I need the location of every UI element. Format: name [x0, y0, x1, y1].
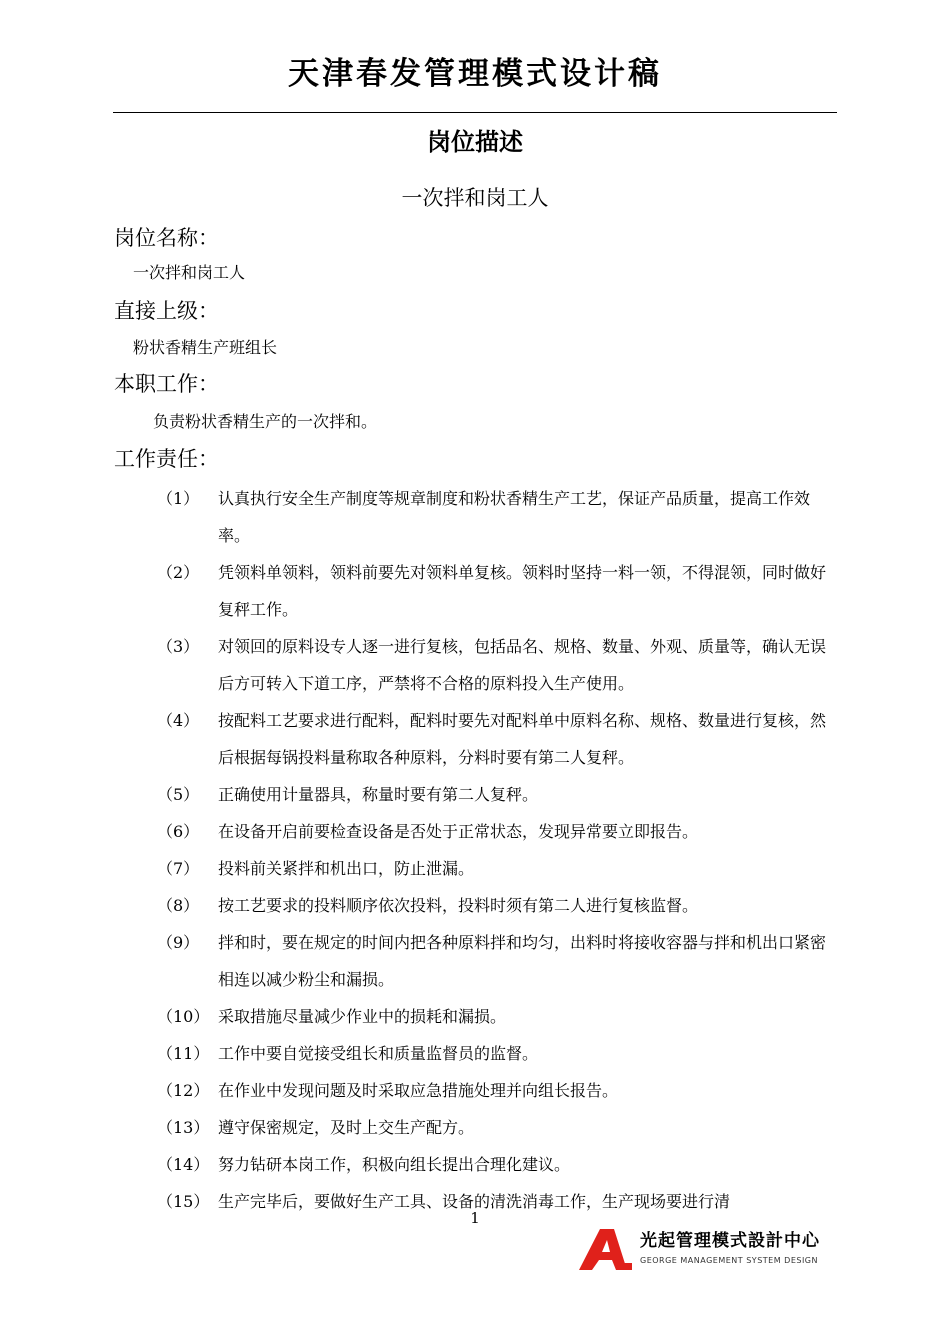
responsibility-item [157, 1035, 847, 1072]
responsibility-text: 对领回的原料设专人逐一进行复核，包括品名、规格、数量、外观、质量等，确认无误后方可转入下道工序，严禁将不合格的原料投入生产使用。 [218, 637, 827, 693]
header-divider [113, 112, 837, 113]
responsibility-text: 工作中要自觉接受组长和质量监督员的监督。 [218, 1044, 539, 1063]
responsibility-number: （11） [157, 1044, 210, 1063]
responsibility-text: 按工艺要求的投料顺序依次投料，投料时须有第二人进行复核监督。 [218, 896, 699, 915]
responsibility-item [157, 924, 847, 998]
responsibility-number: （6） [157, 822, 200, 841]
position-name-value: 一次拌和岗工人 [133, 263, 246, 282]
responsibility-number: （13） [157, 1118, 210, 1137]
responsibility-number: （9） [157, 933, 200, 952]
responsibility-number: （3） [157, 637, 200, 656]
responsibilities-heading: 工作责任： [114, 447, 219, 471]
position-name-heading: 岗位名称： [114, 226, 219, 250]
responsibility-item [157, 998, 847, 1035]
page-header-title: 天津春发管理模式设计稿 [288, 56, 662, 92]
brand-name: 光起管理模式設計中心 [640, 1231, 820, 1251]
responsibility-item [157, 480, 847, 554]
supervisor-heading: 直接上级： [114, 299, 219, 323]
responsibility-number: （2） [157, 563, 200, 582]
responsibility-number: （1） [157, 489, 200, 508]
document-subtitle: 一次拌和岗工人 [401, 186, 549, 210]
responsibility-number: （4） [157, 711, 200, 730]
responsibility-text: 采取措施尽量减少作业中的损耗和漏损。 [218, 1007, 507, 1026]
responsibility-text: 投料前关紧拌和机出口，防止泄漏。 [218, 859, 475, 878]
responsibility-text: 拌和时，要在规定的时间内把各种原料拌和均匀，出料时将接收容器与拌和机出口紧密相连以减少粉尘和漏损。 [218, 933, 827, 989]
responsibility-number: （8） [157, 896, 200, 915]
brand-logo-icon [578, 1227, 634, 1271]
responsibilities-list [157, 480, 847, 1220]
responsibility-item [157, 776, 847, 813]
responsibility-text: 努力钻研本岗工作，积极向组长提出合理化建议。 [218, 1155, 571, 1174]
responsibility-item [157, 702, 847, 776]
responsibility-text: 认真执行安全生产制度等规章制度和粉状香精生产工艺，保证产品质量，提高工作效率。 [218, 489, 811, 545]
responsibility-item [157, 887, 847, 924]
responsibility-text: 在作业中发现问题及时采取应急措施处理并向组长报告。 [218, 1081, 619, 1100]
responsibility-item [157, 1109, 847, 1146]
responsibility-item [157, 850, 847, 887]
responsibility-text: 遵守保密规定，及时上交生产配方。 [218, 1118, 475, 1137]
page-number: 1 [470, 1209, 480, 1227]
responsibility-text: 按配料工艺要求进行配料，配料时要先对配料单中原料名称、规格、数量进行复核，然后根据每锅投料量称取各种原料，分料时要有第二人复秤。 [218, 711, 827, 767]
duty-value: 负责粉状香精生产的一次拌和。 [153, 412, 378, 431]
brand-tagline: GEORGE MANAGEMENT SYSTEM DESIGN [640, 1256, 818, 1265]
responsibility-text: 生产完毕后，要做好生产工具、设备的清洗消毒工作，生产现场要进行清 [218, 1192, 731, 1211]
responsibility-number: （10） [157, 1007, 210, 1026]
responsibility-number: （12） [157, 1081, 210, 1100]
responsibility-item [157, 1146, 847, 1183]
responsibility-item [157, 554, 847, 628]
responsibility-text: 正确使用计量器具，称量时要有第二人复秤。 [218, 785, 539, 804]
responsibility-number: （7） [157, 859, 200, 878]
responsibility-number: （5） [157, 785, 200, 804]
supervisor-value: 粉状香精生产班组长 [133, 338, 278, 357]
responsibility-text: 在设备开启前要检查设备是否处于正常状态，发现异常要立即报告。 [218, 822, 699, 841]
duty-heading: 本职工作： [114, 372, 219, 396]
responsibility-item [157, 813, 847, 850]
responsibility-item [157, 628, 847, 702]
document-title: 岗位描述 [427, 128, 523, 156]
responsibility-text: 凭领料单领料，领料前要先对领料单复核。领料时坚持一料一领，不得混领，同时做好复秤工作。 [218, 563, 827, 619]
brand-block [578, 1227, 843, 1271]
responsibility-number: （15） [157, 1192, 210, 1211]
responsibility-number: （14） [157, 1155, 210, 1174]
responsibility-item [157, 1072, 847, 1109]
